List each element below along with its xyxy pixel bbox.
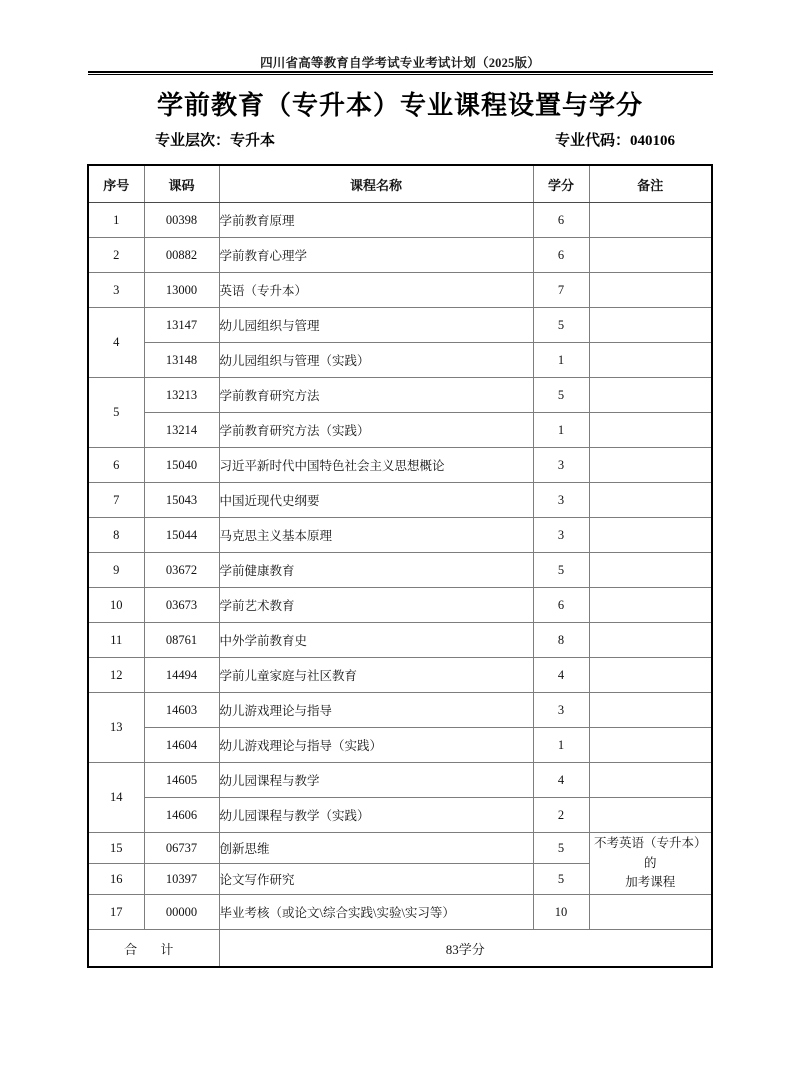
cell-no: 12: [88, 658, 144, 693]
cell-code: 13213: [144, 378, 219, 413]
cell-note: [589, 693, 712, 728]
cell-no: 8: [88, 518, 144, 553]
cell-name: 论文写作研究: [219, 864, 533, 895]
table-row: [88, 413, 712, 448]
cell-credit: 6: [533, 238, 589, 273]
cell-no: 13: [88, 693, 144, 763]
note-line-2: 加考课程: [625, 875, 676, 890]
major-code-value: 040106: [630, 133, 675, 149]
cell-no: 1: [88, 203, 144, 238]
cell-code: 14494: [144, 658, 219, 693]
cell-no: 11: [88, 623, 144, 658]
cell-name: 学前教育研究方法（实践）: [219, 413, 533, 448]
cell-code: 14606: [144, 798, 219, 833]
cell-credit: 3: [533, 448, 589, 483]
cell-name: 幼儿园组织与管理（实践）: [219, 343, 533, 378]
cell-name: 马克思主义基本原理: [219, 518, 533, 553]
cell-no: 16: [88, 864, 144, 895]
cell-name: 中外学前教育史: [219, 623, 533, 658]
cell-note: [589, 343, 712, 378]
cell-name: 幼儿游戏理论与指导（实践）: [219, 728, 533, 763]
cell-code: 00000: [144, 895, 219, 930]
page-title: 学前教育（专升本）专业课程设置与学分: [156, 91, 643, 120]
cell-name: 学前儿童家庭与社区教育: [219, 658, 533, 693]
table-row: [88, 378, 712, 413]
header-double-rule: [88, 71, 713, 75]
cell-name: 学前教育原理: [219, 203, 533, 238]
cell-code: 06737: [144, 833, 219, 864]
column-header-note: 备注: [589, 165, 712, 203]
major-code: [555, 129, 675, 150]
table-row: [88, 308, 712, 343]
column-header-code: 课码: [144, 165, 219, 203]
cell-credit: 3: [533, 483, 589, 518]
cell-credit: 5: [533, 553, 589, 588]
cell-code: 00882: [144, 238, 219, 273]
cell-no: 9: [88, 553, 144, 588]
cell-code: 10397: [144, 864, 219, 895]
cell-no: 15: [88, 833, 144, 864]
course-plan-table-wrapper: [87, 164, 713, 968]
cell-code: 08761: [144, 623, 219, 658]
cell-code: 14604: [144, 728, 219, 763]
cell-name: 学前教育心理学: [219, 238, 533, 273]
column-header-name: 课程名称: [219, 165, 533, 203]
course-plan-table: [87, 164, 713, 968]
total-value: 83学分: [219, 930, 712, 968]
cell-name: 中国近现代史纲要: [219, 483, 533, 518]
cell-credit: 6: [533, 203, 589, 238]
cell-name: 创新思维: [219, 833, 533, 864]
cell-code: 13000: [144, 273, 219, 308]
cell-credit: 1: [533, 413, 589, 448]
table-row: [88, 343, 712, 378]
cell-credit: 7: [533, 273, 589, 308]
table-row: [88, 203, 712, 238]
cell-note: [589, 413, 712, 448]
cell-code: 03672: [144, 553, 219, 588]
cell-note: [589, 728, 712, 763]
cell-credit: 5: [533, 833, 589, 864]
cell-code: 13147: [144, 308, 219, 343]
cell-no: 10: [88, 588, 144, 623]
table-row: [88, 518, 712, 553]
cell-note: [589, 273, 712, 308]
table-row: [88, 238, 712, 273]
total-label: 合 计: [88, 930, 219, 968]
cell-note: [589, 763, 712, 798]
table-row: [88, 483, 712, 518]
cell-note: [589, 553, 712, 588]
cell-name: 幼儿园组织与管理: [219, 308, 533, 343]
meta-line: [155, 129, 675, 150]
cell-credit: 1: [533, 343, 589, 378]
cell-credit: 1: [533, 728, 589, 763]
cell-note: [589, 483, 712, 518]
cell-credit: 10: [533, 895, 589, 930]
cell-note: [589, 448, 712, 483]
note-line-1: 不考英语（专升本）的: [593, 836, 707, 870]
major-level-value: 专升本: [230, 133, 276, 149]
cell-code: 14603: [144, 693, 219, 728]
table-row: [88, 798, 712, 833]
cell-code: 13214: [144, 413, 219, 448]
column-header-credit: 学分: [533, 165, 589, 203]
cell-name: 幼儿园课程与教学: [219, 763, 533, 798]
cell-note: [589, 798, 712, 833]
cell-no: 3: [88, 273, 144, 308]
cell-code: 15040: [144, 448, 219, 483]
cell-no: 14: [88, 763, 144, 833]
table-row: [88, 895, 712, 930]
column-header-no: 序号: [88, 165, 144, 203]
table-row: [88, 763, 712, 798]
table-row: [88, 448, 712, 483]
table-header-row: [88, 165, 712, 203]
cell-code: 13148: [144, 343, 219, 378]
cell-note: [589, 238, 712, 273]
major-level: [155, 129, 275, 150]
cell-credit: 3: [533, 518, 589, 553]
table-total-row: [88, 930, 712, 968]
cell-name: 学前健康教育: [219, 553, 533, 588]
cell-no: 4: [88, 308, 144, 378]
cell-credit: 5: [533, 308, 589, 343]
table-row: [88, 693, 712, 728]
table-row: [88, 553, 712, 588]
cell-code: 14605: [144, 763, 219, 798]
cell-note: [589, 895, 712, 930]
major-level-label: 专业层次：: [155, 133, 231, 149]
cell-note: [589, 308, 712, 343]
major-code-label: 专业代码：: [554, 133, 630, 149]
cell-code: 03673: [144, 588, 219, 623]
cell-code: 15044: [144, 518, 219, 553]
table-row: [88, 658, 712, 693]
cell-name: 英语（专升本）: [219, 273, 533, 308]
cell-note: [589, 588, 712, 623]
cell-name: 习近平新时代中国特色社会主义思想概论: [219, 448, 533, 483]
cell-credit: 5: [533, 864, 589, 895]
cell-note-merged: [589, 833, 712, 895]
cell-no: 2: [88, 238, 144, 273]
cell-name: 幼儿园课程与教学（实践）: [219, 798, 533, 833]
header-rule-thin: [88, 74, 713, 75]
cell-code: 15043: [144, 483, 219, 518]
table-row: [88, 833, 712, 864]
cell-credit: 2: [533, 798, 589, 833]
table-row: [88, 273, 712, 308]
cell-name: 学前艺术教育: [219, 588, 533, 623]
cell-credit: 4: [533, 763, 589, 798]
cell-no: 6: [88, 448, 144, 483]
cell-no: 17: [88, 895, 144, 930]
cell-name: 毕业考核（或论文\综合实践\实验\实习等）: [219, 895, 533, 930]
cell-note: [589, 203, 712, 238]
cell-credit: 3: [533, 693, 589, 728]
cell-credit: 8: [533, 623, 589, 658]
cell-credit: 6: [533, 588, 589, 623]
cell-note: [589, 658, 712, 693]
table-row: [88, 588, 712, 623]
cell-code: 00398: [144, 203, 219, 238]
cell-no: 7: [88, 483, 144, 518]
table-row: [88, 728, 712, 763]
cell-no: 5: [88, 378, 144, 448]
table-row: [88, 623, 712, 658]
cell-note: [589, 378, 712, 413]
cell-note: [589, 518, 712, 553]
cell-name: 幼儿游戏理论与指导: [219, 693, 533, 728]
running-header: 四川省高等教育自学考试专业考试计划（2025版）: [260, 56, 540, 70]
cell-note: [589, 623, 712, 658]
cell-credit: 5: [533, 378, 589, 413]
cell-name: 学前教育研究方法: [219, 378, 533, 413]
cell-credit: 4: [533, 658, 589, 693]
